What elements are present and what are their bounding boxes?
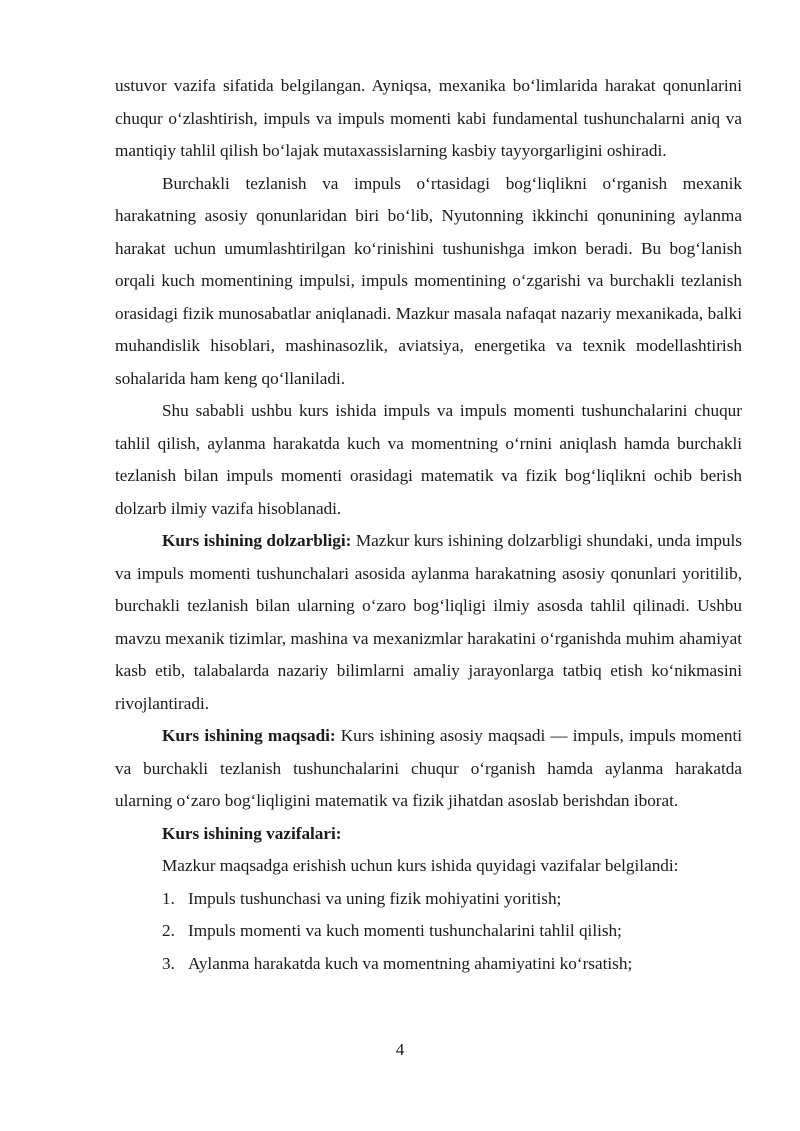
goal-label: Kurs ishining maqsadi: — [162, 726, 336, 745]
paragraph-intro: ustuvor vazifa sifatida belgilangan. Ayniqsa, mexanika boʻlimlarida harakat qonunlarini chuqur oʻzlashtirish, impuls va impuls momenti kabi fundamental tushunchalarni aniq va mantiqiy tahlil qilish boʻlajak mutaxassislarning kasbiy tayyorgarligini oshiradi. — [115, 76, 742, 160]
relevance-label: Kurs ishining dolzarbligi: — [162, 531, 352, 550]
tasks-intro: Mazkur maqsadga erishish uchun kurs ishida quyidagi vazifalar belgilandi: — [162, 856, 679, 875]
list-item-number: 2. — [162, 921, 175, 940]
tasks-list — [115, 883, 742, 981]
tasks-heading-text: Kurs ishining vazifalari: — [162, 823, 342, 843]
page-number: 4 — [395, 1040, 405, 1059]
list-item-text: Impuls momenti va kuch momenti tushunchalarini tahlil qilish; — [188, 921, 622, 940]
list-item — [162, 883, 742, 916]
list-item-text: Impuls tushunchasi va uning fizik mohiyatini yoritish; — [188, 888, 562, 908]
paragraph-goal — [115, 720, 742, 818]
paragraph-relevance — [115, 525, 742, 720]
tasks-heading — [115, 818, 742, 851]
relevance-text: Mazkur kurs ishining dolzarbligi shundaki, unda impuls va impuls momenti tushunchalari asosida aylanma harakatning asosiy qonunlari yoritilib, burchakli tezlanish bilan ularning oʻzaro bogʻliqligi ilmiy asosda tahlil qilinadi. Ushbu mavzu mexanik tizimlar, mashina va mexanizmlar harakatini oʻrganishda muhim ahamiyat kasb etib, talabalarda nazariy bilimlarni amaliy jarayonlarga tatbiq etish koʻnikmasini rivojlantiradi. — [115, 531, 742, 713]
paragraph-angular-acceleration: Burchakli tezlanish va impuls oʻrtasidagi bogʻliqlikni oʻrganish mexanik harakatning asosiy qonunlaridan biri boʻlib, Nyutonning ikkinchi qonunining aylanma harakat uchun umumlashtirilgan koʻrinishini tushunishga imkon beradi. Bu bogʻlanish orqali kuch momentining impulsi, impuls momentining oʻzgarishi va burchakli tezlanish orasidagi fizik munosabatlar aniqlanadi. Mazkur masala nafaqat nazariy mexanikada, balki muhandislik hisoblari, mashinasozlik, aviatsiya, energetika va texnik modellashtirish sohalarida ham keng qoʻllaniladi. — [115, 173, 742, 388]
document-page — [115, 70, 742, 980]
paragraph-reason: Shu sababli ushbu kurs ishida impuls va impuls momenti tushunchalarini chuqur tahlil qilish, aylanma harakatda kuch va momentning oʻrnini aniqlash hamda burchakli tezlanish bilan impuls momenti orasidagi matematik va fizik bogʻliqlikni ochib berish dolzarb ilmiy vazifa hisoblanadi. — [115, 401, 742, 518]
list-item — [162, 915, 742, 948]
list-item-number: 1. — [162, 888, 175, 908]
list-item — [162, 948, 742, 981]
goal-text: Kurs ishining asosiy maqsadi — impuls, impuls momenti va burchakli tezlanish tushunchalarini chuqur oʻrganish hamda aylanma harakatda ularning oʻzaro bogʻliqligini matematik va fizik jihatdan asoslab berishdan iborat. — [115, 726, 742, 810]
list-item-text: Aylanma harakatda kuch va momentning ahamiyatini koʻrsatish; — [188, 953, 633, 973]
list-item-number: 3. — [162, 953, 175, 973]
